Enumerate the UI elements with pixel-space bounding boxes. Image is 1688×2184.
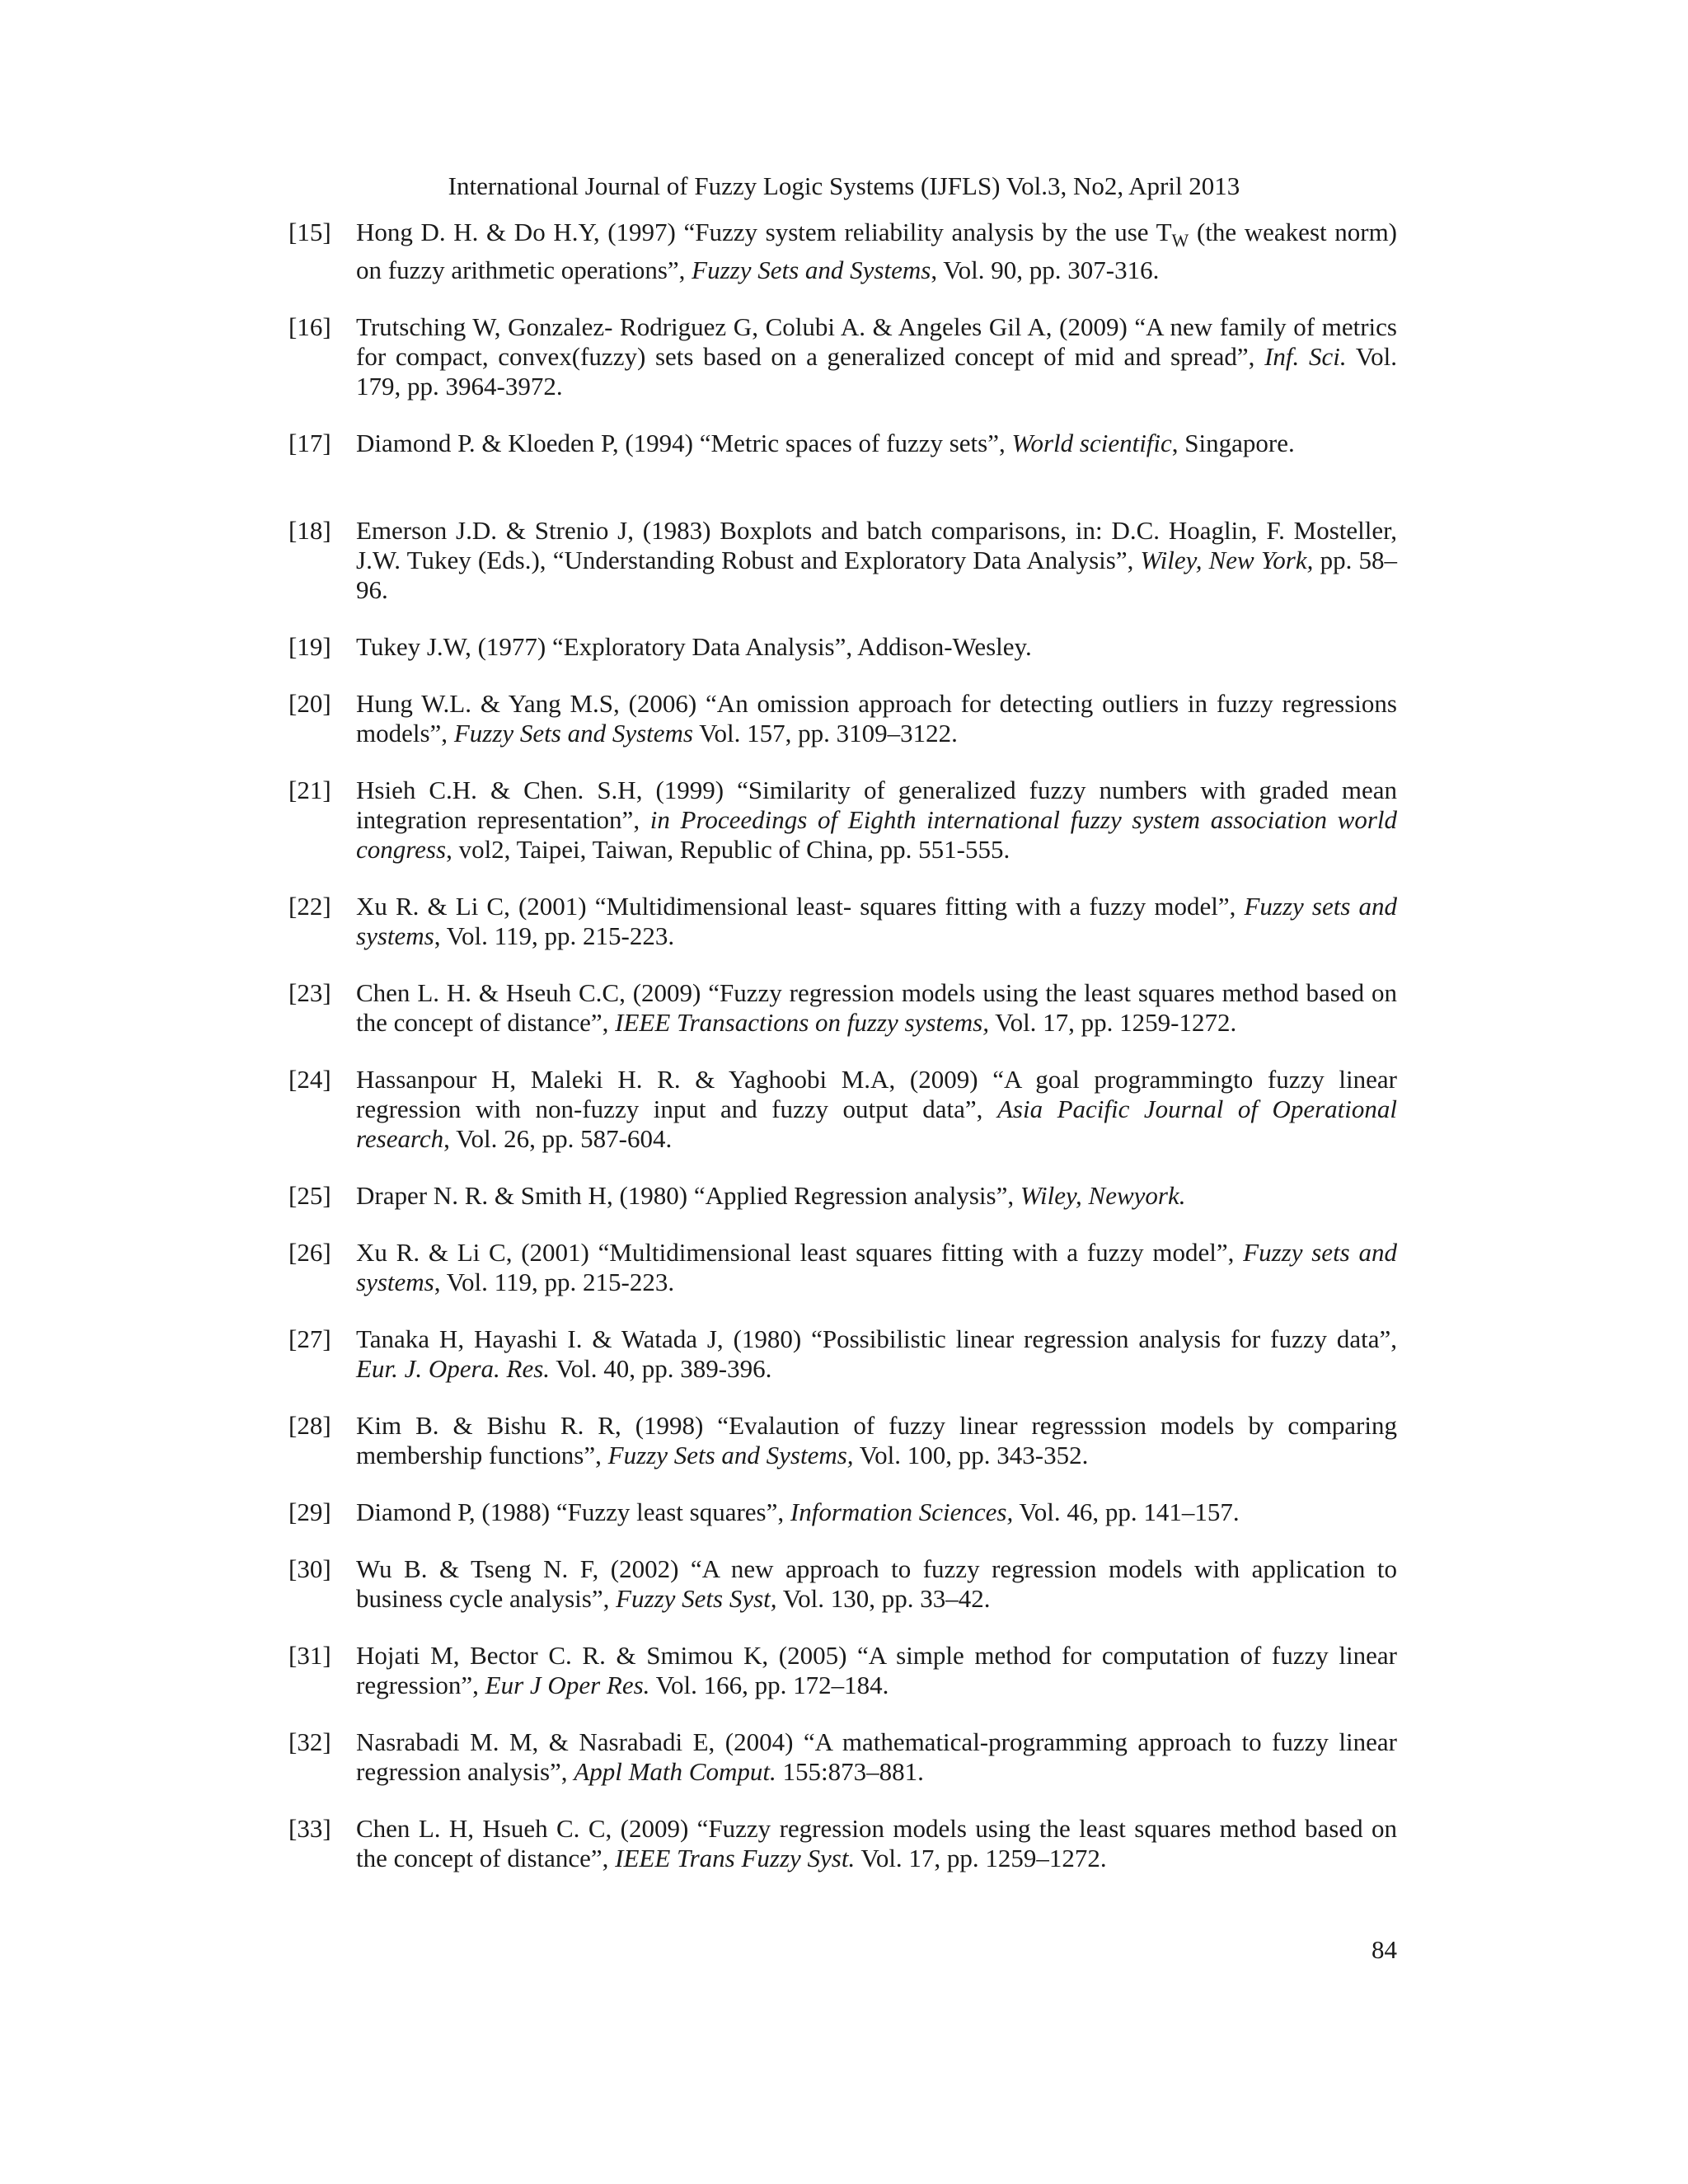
reference-number: [30] (288, 1554, 331, 1584)
reference-source: Fuzzy Sets and Systems (453, 719, 693, 748)
reference-number: [22] (288, 892, 331, 921)
reference-source: Information Sciences, (790, 1497, 1014, 1527)
reference-item (288, 516, 1397, 605)
reference-text (356, 1814, 1397, 1873)
reference-body: Hung W.L. & Yang M.S, (2006) “An omission approach for detecting outliers in fuzzy regressions models”, (356, 689, 1397, 748)
reference-item (288, 1181, 1397, 1211)
reference-number: [15] (288, 218, 331, 246)
reference-details: pp. 58–96. (356, 546, 1397, 605)
reference-body: Emerson J.D. & Strenio J, (1983) Boxplots and batch comparisons, in: D.C. Hoaglin, F. Mosteller, J.W. Tukey (Eds.), “Understanding Robust and Exploratory Data Analysis”, (356, 516, 1397, 575)
page-number: 84 (1372, 1935, 1397, 1964)
reference-source: Appl Math Comput. (574, 1757, 776, 1787)
reference-item (288, 312, 1397, 401)
reference-item (288, 1814, 1397, 1873)
reference-source: IEEE Transactions on fuzzy systems, (615, 1008, 989, 1038)
reference-body: Hong D. H. & Do H.Y, (1997) “Fuzzy system reliability analysis by the use T (356, 218, 1172, 246)
reference-text (356, 1065, 1397, 1154)
reference-number: [20] (288, 689, 331, 719)
reference-body: Trutsching W, Gonzalez- Rodriguez G, Colubi A. & Angeles Gil A, (2009) “A new family of metrics for compact, convex(fuzzy) sets based on a generalized concept of mid and spread”, (356, 312, 1397, 372)
reference-details: , Singapore. (1171, 429, 1295, 458)
reference-body: Chen L. H, Hsueh C. C, (2009) “Fuzzy regression models using the least squares method based on the concept of distance”, (356, 1814, 1397, 1873)
reference-number: [26] (288, 1238, 331, 1268)
reference-number: [31] (288, 1641, 331, 1671)
reference-details: Vol. 130, pp. 33–42. (776, 1584, 991, 1614)
reference-text (356, 1641, 1397, 1700)
reference-number: [27] (288, 1324, 331, 1354)
reference-details: , Vol. 26, pp. 587-604. (443, 1124, 673, 1154)
reference-details: , Vol. 119, pp. 215-223. (434, 1268, 675, 1297)
reference-body: Xu R. & Li C, (2001) “Multidimensional least- squares fitting with a fuzzy model”, (356, 892, 1245, 921)
reference-item (288, 1324, 1397, 1384)
reference-number: [21] (288, 776, 331, 805)
reference-text (356, 1497, 1397, 1527)
subscript: W (1171, 230, 1189, 251)
reference-item (288, 892, 1397, 951)
reference-details: Vol. 166, pp. 172–184. (649, 1671, 889, 1700)
reference-number: [16] (288, 312, 331, 342)
reference-text (356, 892, 1397, 951)
reference-body: Wu B. & Tseng N. F, (2002) “A new approach to fuzzy regression models with application to business cycle analysis”, (356, 1554, 1397, 1614)
reference-source: Eur. J. Opera. Res. (356, 1354, 551, 1384)
reference-details: Vol. 100, pp. 343-352. (853, 1441, 1089, 1470)
reference-item (288, 218, 1397, 285)
reference-text (356, 516, 1397, 605)
reference-source: Fuzzy sets and systems (356, 892, 1398, 951)
reference-body: Nasrabadi M. M, & Nasrabadi E, (2004) “A mathematical-programming approach to fuzzy linear regression analysis”, (356, 1727, 1397, 1787)
reference-body: Diamond P, (1988) “Fuzzy least squares”, (356, 1497, 790, 1527)
reference-source: World scientific (1011, 429, 1172, 458)
reference-number: [28] (288, 1411, 331, 1441)
reference-item (288, 1411, 1397, 1470)
reference-item (288, 689, 1397, 748)
reference-body: Draper N. R. & Smith H, (1980) “Applied Regression analysis”, (356, 1181, 1020, 1211)
reference-source: Fuzzy sets and systems (356, 1238, 1397, 1297)
reference-body: Chen L. H. & Hseuh C.C, (2009) “Fuzzy regression models using the least squares method based on the concept of distance”, (356, 978, 1397, 1038)
reference-text (356, 632, 1397, 662)
reference-source: Wiley, New York, (1140, 546, 1314, 575)
reference-body: Hojati M, Bector C. R. & Smimou K, (2005) “A simple method for computation of fuzzy linear regression”, (356, 1641, 1397, 1700)
reference-details: , Vol. 90, pp. 307-316. (931, 255, 1160, 285)
reference-source: in Proceedings of Eighth international fuzzy system association world congress (356, 805, 1397, 865)
reference-text (356, 1238, 1397, 1297)
reference-text (356, 1411, 1397, 1470)
reference-number: [29] (288, 1497, 331, 1527)
reference-text (356, 1324, 1397, 1384)
reference-source: Fuzzy Sets Syst, (616, 1584, 777, 1614)
reference-number: [24] (288, 1065, 331, 1094)
reference-text (356, 312, 1397, 401)
reference-item (288, 1065, 1397, 1154)
reference-item (288, 632, 1397, 662)
reference-details: Vol. 17, pp. 1259–1272. (855, 1844, 1107, 1873)
reference-item (288, 1497, 1397, 1527)
reference-details: Vol. 179, pp. 3964-3972. (356, 342, 1397, 401)
reference-details: Vol. 40, pp. 389-396. (550, 1354, 772, 1384)
reference-body: Hassanpour H, Maleki H. R. & Yaghoobi M.A, (2009) “A goal programmingto fuzzy linear regression with non-fuzzy input and fuzzy output data”, (356, 1065, 1397, 1124)
reference-source: Asia Pacific Journal of Operational research (356, 1094, 1397, 1154)
reference-body: Tanaka H, Hayashi I. & Watada J, (1980) “Possibilistic linear regression analysis for fuzzy data”, (356, 1324, 1397, 1354)
reference-body: Xu R. & Li C, (2001) “Multidimensional least squares fitting with a fuzzy model”, (356, 1238, 1244, 1268)
reference-body: Hsieh C.H. & Chen. S.H, (1999) “Similarity of generalized fuzzy numbers with graded mean integration representation”, (356, 776, 1397, 835)
reference-item (288, 776, 1397, 865)
reference-body: Kim B. & Bishu R. R, (1998) “Evalaution of fuzzy linear regresssion models by comparing membership functions”, (356, 1411, 1397, 1470)
reference-item (288, 1727, 1397, 1787)
reference-details: 155:873–881. (776, 1757, 924, 1787)
reference-text (356, 689, 1397, 748)
reference-details: Vol. 46, pp. 141–157. (1013, 1497, 1240, 1527)
reference-body: Diamond P. & Kloeden P, (1994) “Metric spaces of fuzzy sets”, (356, 429, 1012, 458)
reference-number: [33] (288, 1814, 331, 1844)
reference-list (288, 218, 1397, 1873)
reference-details: Vol. 17, pp. 1259-1272. (988, 1008, 1237, 1038)
reference-source: Fuzzy Sets and Systems (692, 255, 931, 285)
reference-item (288, 1238, 1397, 1297)
reference-source: Fuzzy Sets and Systems, (607, 1441, 854, 1470)
reference-source: Inf. Sci. (1264, 342, 1347, 372)
reference-details: , vol2, Taipei, Taiwan, Republic of China, pp. 551-555. (446, 835, 1010, 865)
reference-text (356, 978, 1397, 1038)
reference-item (288, 1641, 1397, 1700)
reference-number: [17] (288, 429, 331, 458)
reference-item (288, 978, 1397, 1038)
reference-body-cont: (the weakest norm) on fuzzy arithmetic operations”, (356, 218, 1398, 285)
reference-item (288, 429, 1397, 458)
reference-source: IEEE Trans Fuzzy Syst. (615, 1844, 856, 1873)
reference-text (356, 776, 1397, 865)
reference-text (356, 1554, 1397, 1614)
reference-item (288, 1554, 1397, 1614)
reference-number: [25] (288, 1181, 331, 1211)
reference-source: Eur J Oper Res. (485, 1671, 650, 1700)
reference-source: Wiley, Newyork. (1020, 1181, 1186, 1211)
reference-text (356, 218, 1397, 285)
reference-text (356, 1181, 1397, 1211)
reference-details: , Vol. 119, pp. 215-223. (434, 921, 675, 951)
reference-number: [23] (288, 978, 331, 1008)
reference-text (356, 1727, 1397, 1787)
reference-number: [18] (288, 516, 331, 546)
running-header: International Journal of Fuzzy Logic Systems (IJFLS) Vol.3, No2, April 2013 (448, 171, 1240, 200)
reference-number: [19] (288, 632, 331, 662)
reference-text (356, 429, 1397, 458)
reference-number: [32] (288, 1727, 331, 1757)
reference-details: Vol. 157, pp. 3109–3122. (692, 719, 958, 748)
reference-body: Tukey J.W, (1977) “Exploratory Data Analysis”, Addison-Wesley. (356, 632, 1032, 662)
